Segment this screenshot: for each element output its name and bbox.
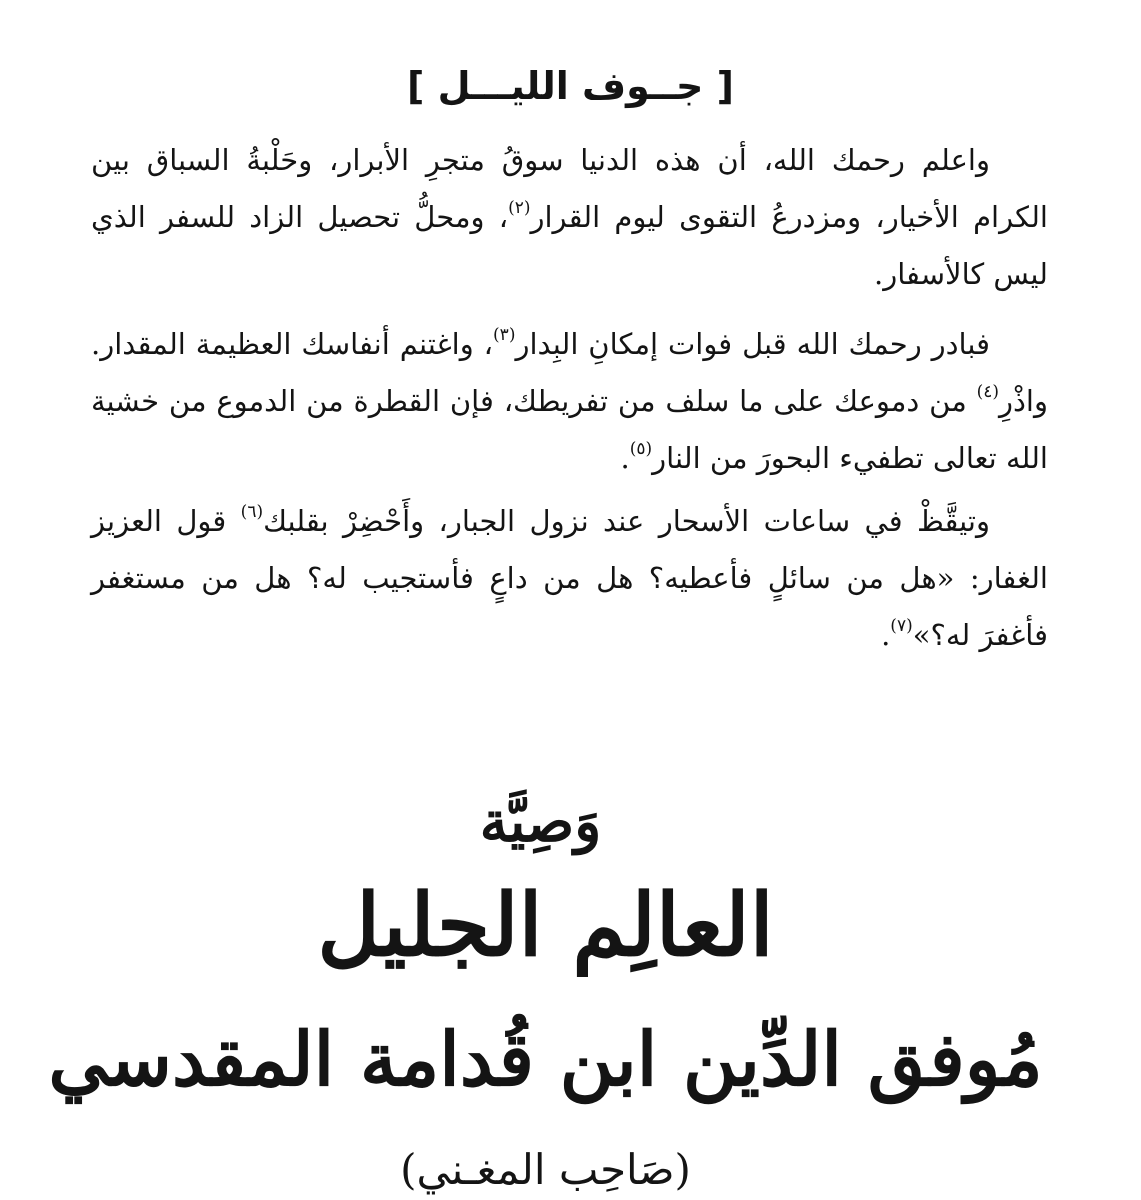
paragraph-3-text-3: . xyxy=(881,618,891,652)
footnote-marker-2: (٢) xyxy=(508,198,531,218)
calligraphy-author-subtitle: (صَاحِب المغـني) xyxy=(400,1145,691,1194)
paragraph-2 xyxy=(91,316,1048,487)
footnote-marker-7: (٧) xyxy=(890,616,913,636)
footnote-marker-5: (٥) xyxy=(629,439,653,459)
paragraph-2-text-3: من دموعك على ما سلف من تفريطك، فإن القطرة من الدموع من خشية الله تعالى تطفيء البحورَ من النار xyxy=(91,384,1048,475)
paragraph-2-text-4: . xyxy=(620,441,630,475)
paragraph-3 xyxy=(91,493,1048,664)
paragraph-3-text-2: قول العزيز الغفار: «هل من سائلٍ فأعطيه؟ هل من داعٍ فأستجيب له؟ هل من مستغفر فأغفرَ له؟» xyxy=(91,504,1048,652)
calligraphy-author-name: مُوفق الدِّين ابن قُدامة المقدسي xyxy=(48,1017,1043,1103)
footnote-marker-6: (٦) xyxy=(240,502,264,522)
calligraphy-wasiyya: وَصِيَّة xyxy=(479,789,602,855)
paragraph-2-text-1: فبادر رحمك الله قبل فوات إمكانِ البِدار xyxy=(515,327,990,361)
paragraph-3-text-1: وتيقَّظْ في ساعات الأسحار عند نزول الجبار، وأَحْضِرْ بقلبك xyxy=(263,504,990,538)
footnote-marker-4: (٤) xyxy=(976,382,1000,402)
paragraph-1 xyxy=(91,132,1048,303)
paragraph-1-text-1: واعلم رحمك الله، أن هذه الدنيا سوقُ متجرِ الأبرار، وحَلْبةُ السباق بين الكرام الأخيار، ومزدرعُ التقوى ليوم القرار xyxy=(91,143,1048,234)
paragraph-2-text-2: ، واغتنم أنفاسك العظيمة المقدار. واذْرِ xyxy=(91,327,1048,418)
calligraphy-alim-jalil: العالِم الجليل xyxy=(317,875,774,976)
footnote-marker-3: (٣) xyxy=(493,325,516,345)
paragraph-1-text-2: ، ومحلُّ تحصيل الزاد للسفر الذي ليس كالأسفار. xyxy=(91,200,1048,291)
section-title: [ جــوف الليـــل ] xyxy=(407,64,734,108)
